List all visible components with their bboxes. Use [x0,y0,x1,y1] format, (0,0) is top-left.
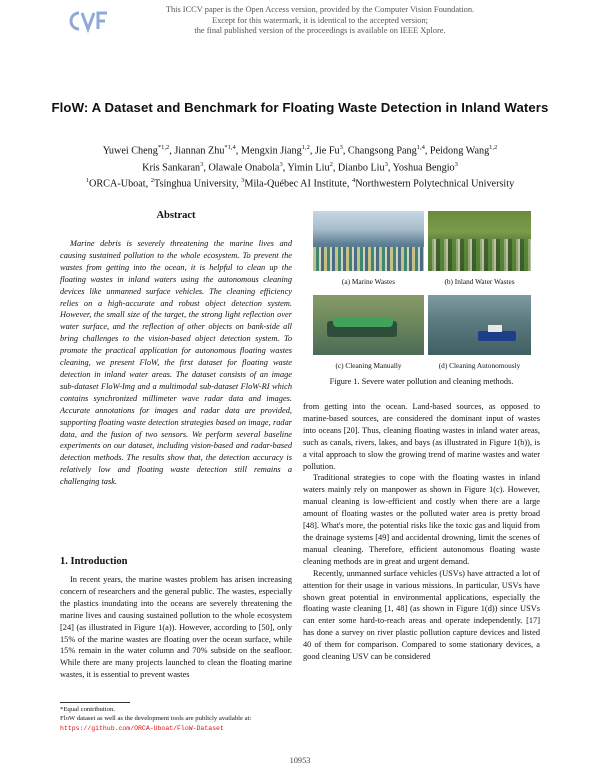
intro-paragraph: In recent years, the marine wastes problem has arisen increasing concern of researchers and the general public. The wastes, especially the plastics inundating into the oceans are severely threatening the marine lives and causing sustained pollution to the whole ecosystem [24] (as illustrated in Figure 1(a)). However, according to [50], only 15% of the marine wastes are floating over the ocean surface, while 15% remain in the water column and 70% subside on the seafloor. While there are many projects launched to clean the floating marine wastes, it is essential to prevent wastes [60,575,292,680]
image-cleaning-autonomously [428,295,531,355]
dataset-url-link[interactable]: https://github.com/ORCA-Uboat/FloW-Dataset [60,724,224,732]
abstract-heading: Abstract [156,210,196,221]
page-number: 10953 [289,756,311,765]
abstract-text: Marine debris is severely threatening the marine lives and causing sustained pollution to the whole ecosystem. To prevent the wastes from getting into the ocean, it is helpful to clean up the floating wastes in inland waters using the autonomous cleaning devices like unmanned surface vehicles. The cleaning efficiency relies on a high-accurate and robust object detection system. However, the small size of the target, the strong light reflection over water surface, and the reflection of other objects on bank-side all bring challenges to the vision-based object detection system. To promote the practical application for autonomous floating wastes cleaning, we present FloW, the first dataset for floating waste detection in inland water areas. The dataset consists of an image sub-dataset FloW-Img and a multimodal sub-dataset FloW-RI which contains synchronized millimeter wave radar data and images. Accurate annotations for images and radar data are provided, supporting floating waste detection strategies based on image, radar data, and the fusion of two sensors. We perform several baseline experiments on our dataset, including vision-based and radar-based detection methods. The results show that, the detection accuracy is relatively low and floating waste detection still remains a challenging task. [60,239,292,487]
watermark-line-1: This ICCV paper is the Open Access version, provided by the Computer Vision Foundation. [165,5,475,14]
intro-body [60,574,292,681]
paragraph-traditional-strategies: Traditional strategies to cope with the floating wastes in inland waters mainly rely on manpower as shown in Figure 1(c). However, manual cleaning is low-efficient and costly when there are a large amount of floating wastes or the polluted water area is pretty broad [48]. What's more, the potential risks like the toxic gas and liquid from the drainage systems [49] and accidental drowning, limit the scenes of manual cleaning. Therefore, efficient autonomous floating waste cleaning methods are in great and urgent demand. [303,473,540,566]
cvf-logo [66,8,110,34]
right-column-body [303,401,540,663]
authors-line-1: Yuwei Cheng$^{*1,2}$, Jiannan Zhu$^{*1,4}$, Mengxin Jiang$^{1,2}$, Jie Fu$^3$, Changsong Pang$^{1,4}$, Peidong Wang$^{1,2}$ [102,144,498,157]
image-cleaning-manually [313,295,424,355]
watermark-line-3: the final published version of the proceedings is available on IEEE Xplore. [194,26,446,36]
footnote-equal-contribution: *Equal contribution. [60,706,115,713]
caption-c: (c) Cleaning Manually [335,361,402,370]
paragraph-land-sources: from getting into the ocean. Land-based sources, as opposed to marine-based sources, are considered the dominant input of wastes into oceans [20]. Thus, cleaning floating wastes in inland water areas, such as canals, rivers, lakes, and bays (as illustrated in Figure 1(b)), is a vital approach to slow the growing trend of marine wastes and water pollution. [303,402,540,471]
watermark-line-2: Except for this watermark, it is identical to the accepted version; [211,15,429,25]
footnote-rule [60,702,130,703]
caption-b: (b) Inland Water Wastes [444,277,515,286]
authors-line-2: Kris Sankaran$^3$, Olawale Onabola$^3$, Yimin Liu$^2$, Dianbo Liu$^3$, Yoshua Bengio$^3$ [142,160,458,173]
paper-title: FloW: A Dataset and Benchmark for Floating Waste Detection in Inland Waters [51,100,549,115]
paragraph-usvs: Recently, unmanned surface vehicles (USVs) have attracted a lot of attention for their usage in various missions. In particular, USVs have shown great potential in environmental applications, especially the floating waste cleaning [1, 48] (as shown in Figure 1(d)) since USVs can enter some hard-to-reach areas and operate independently. [17] has done a survey on river plastic pollution capture devices and listed 40 of them for comparison. Compared to some stationary devices, a good cleaning USV can be considered [303,568,540,662]
open-access-watermark [120,5,520,37]
footnote-dataset [60,714,292,733]
image-marine-wastes [313,211,424,271]
footnotes [60,705,292,733]
figure-1 [303,211,540,371]
intro-heading: 1. Introduction [60,556,128,567]
caption-d: (d) Cleaning Autonomously [438,361,521,370]
footnote-dataset-text: FloW dataset as well as the development tools are publicly available at: [60,715,252,723]
author-block [40,141,560,191]
figure-1-caption: Figure 1. Severe water pollution and cleaning methods. [329,377,514,386]
caption-a: (a) Marine Wastes [341,277,396,286]
image-inland-water-wastes [428,211,531,271]
affiliations: $^1$ORCA-Uboat, $^2$Tsinghua University, $^3$Mila-Québec AI Institute, $^4$Northwestern Polytechnical University [85,177,515,190]
